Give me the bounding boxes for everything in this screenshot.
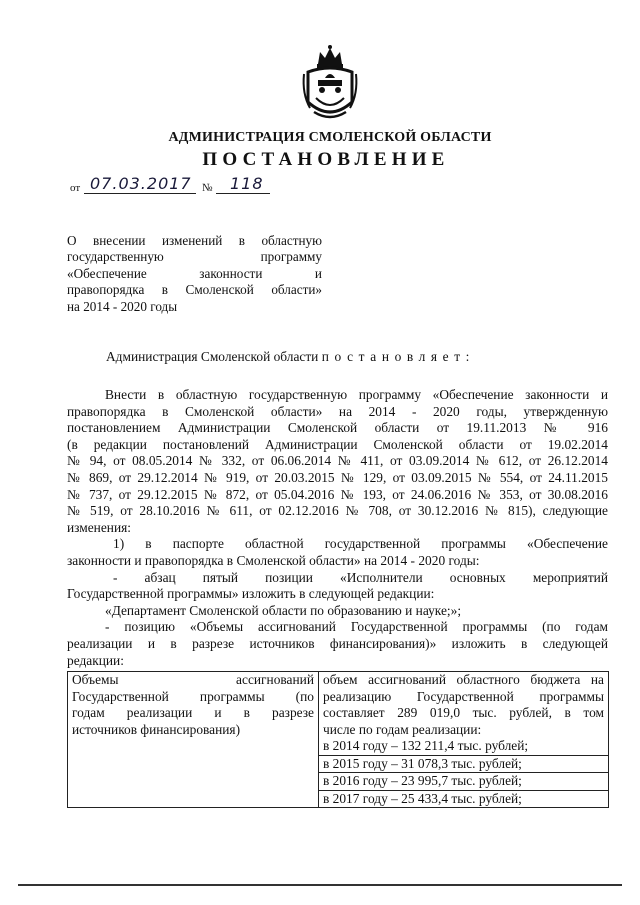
decree-prefix: Администрация Смоленской области xyxy=(106,349,319,364)
cell-line: реализацию Государственной программы xyxy=(323,688,604,704)
table-cell-value xyxy=(319,790,609,808)
table-cell-value xyxy=(319,755,609,773)
document-type-title: ПОСТАНОВЛЕНИЕ xyxy=(202,149,450,170)
subject-line: «Обеспечение законности и xyxy=(67,265,322,281)
table-cell-value xyxy=(319,773,609,791)
cell-line: источников финансирования) xyxy=(72,721,241,737)
body-line: № 869, от 29.12.2014 № 919, от 20.03.2015 № 129, от 03.09.2015 № 554, от 24.11.2015 xyxy=(67,469,608,485)
coat-of-arms-emblem xyxy=(298,42,362,126)
cell-line: Объемы ассигнований xyxy=(72,672,314,687)
cell-line: годам реализации и в разрезе xyxy=(72,705,314,720)
cell-line: в 2015 году – 31 078,3 тыс. рублей; xyxy=(323,755,522,771)
table-cell-value xyxy=(319,672,609,756)
dash-item-line: - абзац пятый позиции «Исполнители основных мероприятий xyxy=(113,569,608,585)
page-bottom-rule xyxy=(18,884,622,886)
subject-line: на 2014 - 2020 годы xyxy=(67,298,178,314)
body-line: № 737, от 29.12.2015 № 872, от 05.04.2016 № 193, от 24.06.2016 № 353, от 30.08.2016 xyxy=(67,486,608,502)
subject-line: правопорядка в Смоленской области» xyxy=(67,282,322,298)
document-body xyxy=(67,387,608,669)
dash-item-line: редакции: xyxy=(67,652,124,668)
dash-item-line: Государственной программы» изложить в следующей редакции: xyxy=(67,586,435,602)
date-handwritten: 07.03.2017 xyxy=(90,174,192,193)
body-line: № 519, от 28.10.2016 № 611, от 02.12.2016 № 708, от 30.12.2016 № 815), следующие xyxy=(67,503,608,519)
number-prefix: № xyxy=(202,182,213,194)
cell-line: в 2014 году – 132 211,4 тыс. рублей; xyxy=(323,738,529,753)
table-row xyxy=(68,672,609,756)
decree-line xyxy=(106,349,475,365)
body-line: изменения: xyxy=(67,519,132,535)
body-line: Внести в областную государственную программу «Обеспечение законности и xyxy=(105,387,608,402)
cell-line: числе по годам реализации: xyxy=(323,721,482,737)
cell-line: объем ассигнований областного бюджета на xyxy=(323,672,604,687)
dash-item-line: - позицию «Объемы ассигнований Государственной программы (по годам xyxy=(105,619,608,635)
cell-line: Государственной программы (по xyxy=(72,688,314,704)
dash-item-line: реализации и в разрезе источников финансирования)» изложить в следующей xyxy=(67,635,608,651)
decree-word: постановляет: xyxy=(321,349,475,364)
subject-line: О внесении изменений в областную xyxy=(67,233,322,248)
item-1-line: законности и правопорядка в Смоленской области» на 2014 - 2020 годы: xyxy=(67,552,480,568)
date-prefix: от xyxy=(70,182,81,194)
number-underline xyxy=(216,193,270,194)
body-line: постановлением Администрации Смоленской области от 19.11.2013 № 916 xyxy=(67,420,608,436)
organization-title: АДМИНИСТРАЦИЯ СМОЛЕНСКОЙ ОБЛАСТИ xyxy=(168,130,492,145)
cell-line: в 2016 году – 23 995,7 тыс. рублей; xyxy=(323,773,522,788)
number-handwritten: 118 xyxy=(230,174,264,193)
allocation-table xyxy=(67,671,609,808)
body-line: № 94, от 08.05.2014 № 332, от 06.06.2014 № 411, от 03.09.2014 № 612, от 26.12.2014 xyxy=(67,453,608,469)
body-line: правопорядка в Смоленской области» на 2014 - 2020 годы, утвержденную xyxy=(67,403,608,419)
subject-line: государственную программу xyxy=(67,249,322,265)
cell-line: в 2017 году – 25 433,4 тыс. рублей; xyxy=(323,790,522,806)
item-1-line: 1) в паспорте областной государственной программы «Обеспечение xyxy=(113,536,608,552)
date-number-line xyxy=(70,176,330,196)
cell-line: составляет 289 019,0 тыс. рублей, в том xyxy=(323,705,604,720)
date-underline xyxy=(84,193,196,194)
quote-line: «Департамент Смоленской области по образованию и науке;»; xyxy=(105,602,462,618)
subject-block xyxy=(67,233,322,315)
table-cell-label xyxy=(68,672,319,808)
body-line: (в редакции постановлений Администрации Смоленской области от 19.02.2014 xyxy=(67,436,608,452)
